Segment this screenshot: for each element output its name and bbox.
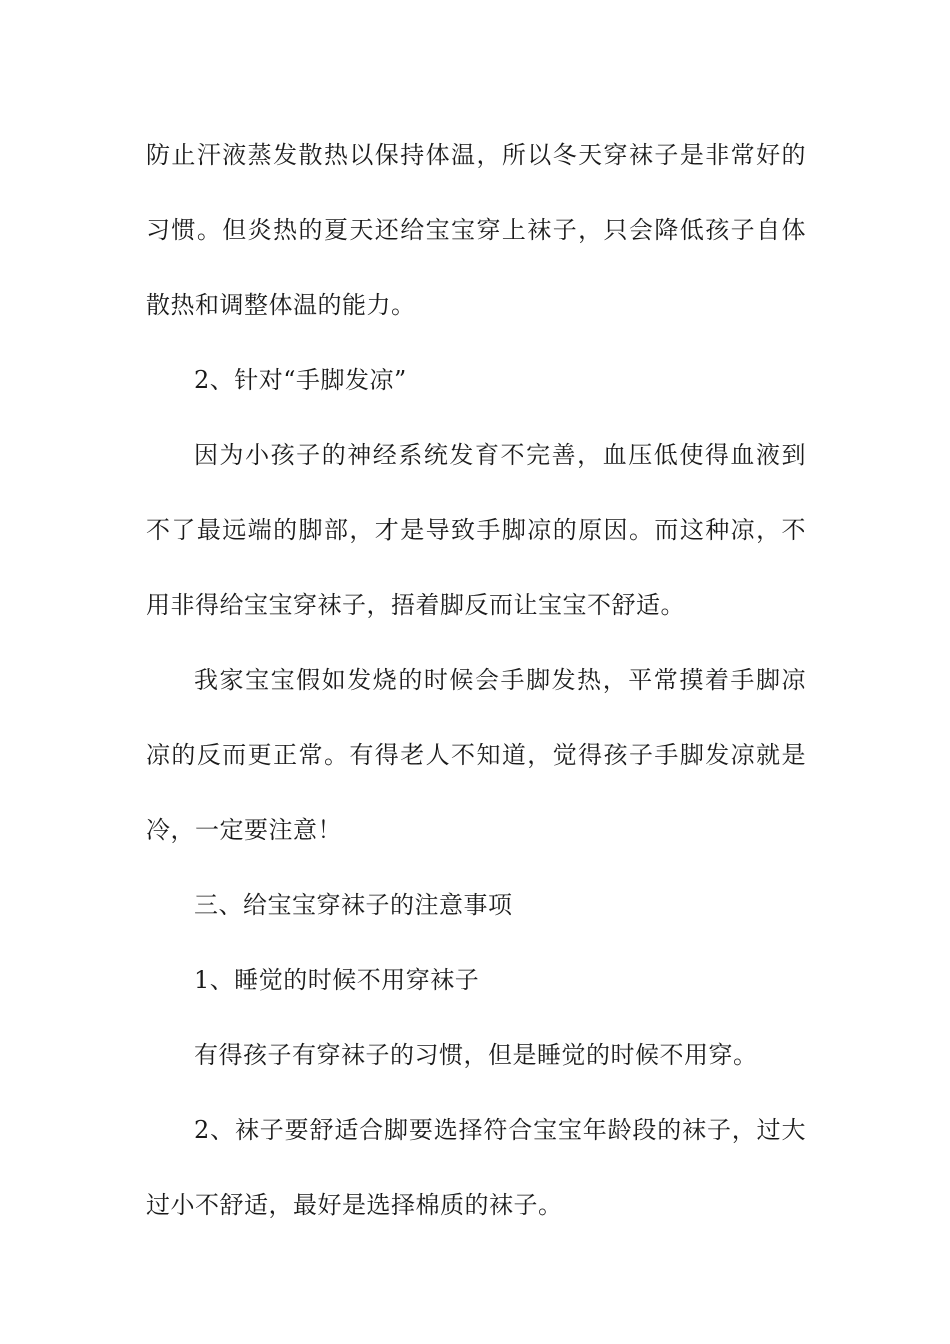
paragraph-body-temperature: 防止汗液蒸发散热以保持体温，所以冬天穿袜子是非常好的习惯。但炎热的夏天还给宝宝穿上袜子，只会降低孩子自体散热和调整体温的能力。 — [146, 141, 806, 319]
heading-no-socks-sleep: 1、睡觉的时候不用穿袜子 — [194, 966, 480, 994]
heading-cold-hands-feet: 2、针对“手脚发凉” — [194, 366, 407, 394]
paragraph-fever-note: 我家宝宝假如发烧的时候会手脚发热，平常摸着手脚凉凉的反而更正常。有得老人不知道，觉得孩子手脚发凉就是冷，一定要注意！ — [146, 666, 806, 844]
paragraph-fit-comfort: 2、袜子要舒适合脚要选择符合宝宝年龄段的袜子，过大过小不舒适，最好是选择棉质的袜子。 — [146, 1116, 806, 1219]
document-body — [146, 118, 806, 1243]
paragraph-nervous-system: 因为小孩子的神经系统发育不完善，血压低使得血液到不了最远端的脚部，才是导致手脚凉的原因。而这种凉，不用非得给宝宝穿袜子，捂着脚反而让宝宝不舒适。 — [146, 441, 806, 619]
heading-sock-precautions: 三、给宝宝穿袜子的注意事项 — [194, 891, 513, 919]
paragraph-sleep-habit: 有得孩子有穿袜子的习惯，但是睡觉的时候不用穿。 — [194, 1041, 758, 1069]
